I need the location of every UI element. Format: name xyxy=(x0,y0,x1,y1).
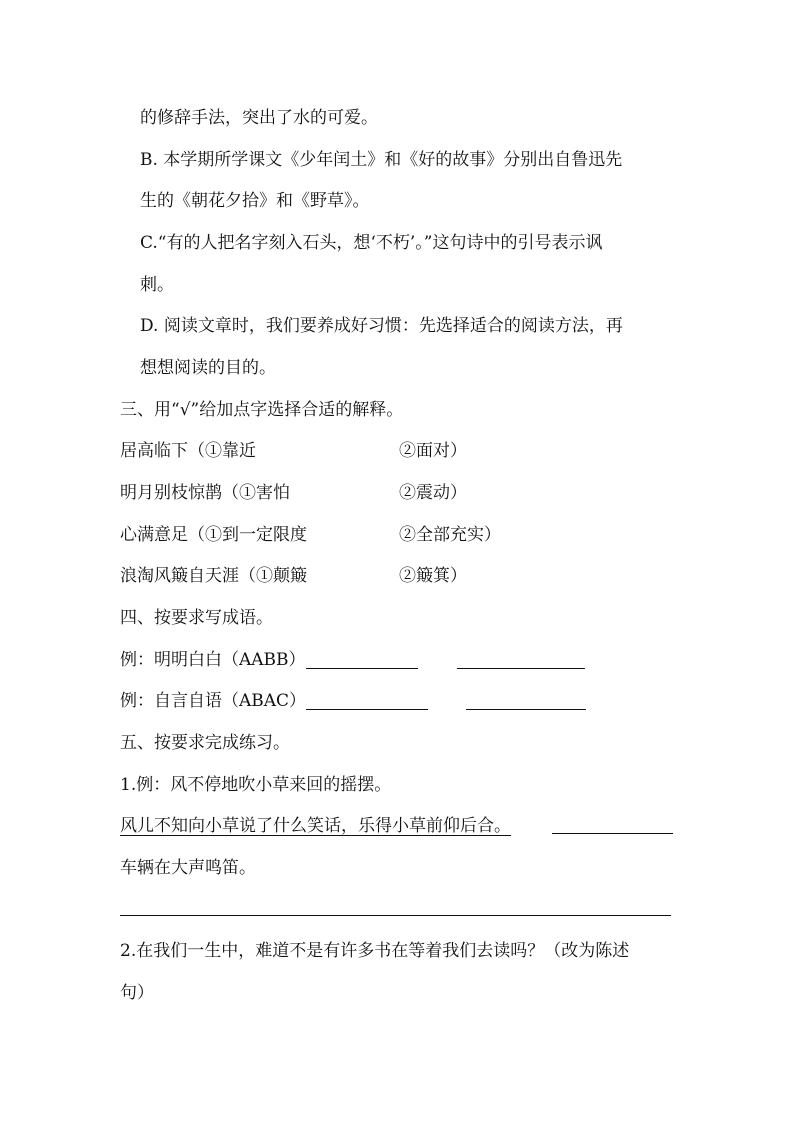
question1-prompt: 车辆在大声鸣笛。 xyxy=(120,858,256,878)
choice-word-3: 心满意足（①到一定限度 xyxy=(120,525,307,545)
option-b-line2: 生的《朝花夕拾》和《野草》。 xyxy=(140,191,370,211)
option-a-continuation: 的修辞手法，突出了水的可爱。 xyxy=(140,108,378,128)
choice-word-4: 浪淘风簸自天涯（①颠簸 xyxy=(120,566,307,586)
option-d-line2: 想想阅读的目的。 xyxy=(140,358,276,378)
choice-alt-2[interactable]: ②震动） xyxy=(399,483,467,503)
choice-word-1: 居高临下（①靠近 xyxy=(120,441,256,461)
answer-blank-aabb-2[interactable] xyxy=(457,668,585,669)
question2-line2: 句） xyxy=(120,983,154,1003)
option-c-line2: 刺。 xyxy=(140,275,174,295)
section5-heading: 五、按要求完成练习。 xyxy=(120,733,290,753)
section3-heading: 三、用“√”给加点字选择合适的解释。 xyxy=(120,400,404,420)
question1-model-answer: 风儿不知向小草说了什么笑话，乐得小草前仰后合。 xyxy=(120,816,511,836)
choice-alt-1[interactable]: ②面对） xyxy=(399,441,467,461)
option-d-line1: D. 阅读文章时，我们要养成好习惯：先选择适合的阅读方法，再 xyxy=(140,316,623,336)
option-c-line1: C.“有的人把名字刻入石头，想‘不朽’。”这句诗中的引号表示讽 xyxy=(140,233,603,253)
idiom-example-aabb: 例：明明白白（AABB） xyxy=(120,650,306,670)
section4-heading: 四、按要求写成语。 xyxy=(120,608,273,628)
answer-blank-abac-2[interactable] xyxy=(466,709,586,710)
question1-model-underline-tail xyxy=(552,833,673,834)
answer-blank-abac-1[interactable] xyxy=(306,709,428,710)
idiom-example-abac: 例：自言自语（ABAC） xyxy=(120,691,307,711)
answer-blank-aabb-1[interactable] xyxy=(306,668,418,669)
choice-word-2: 明月别枝惊鹊（①害怕 xyxy=(120,483,290,503)
question1-example: 1.例：风不停地吹小草来回的摇摆。 xyxy=(120,775,392,795)
question2-line1: 2.在我们一生中，难道不是有许多书在等着我们去读吗？（改为陈述 xyxy=(120,941,630,961)
question1-answer-line[interactable] xyxy=(120,915,671,916)
choice-alt-3[interactable]: ②全部充实） xyxy=(399,525,501,545)
option-b-line1: B. 本学期所学课文《少年闰土》和《好的故事》分别出自鲁迅先 xyxy=(140,150,623,170)
choice-alt-4[interactable]: ②簸箕） xyxy=(399,566,467,586)
